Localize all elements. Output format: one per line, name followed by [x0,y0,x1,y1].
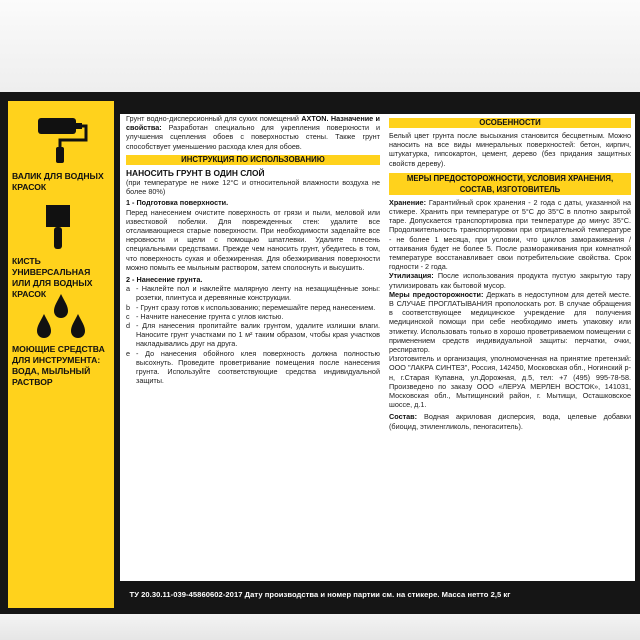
list-marker: b [126,302,131,312]
brush-caption: КИСТЬ УНИВЕРСАЛЬНАЯ ИЛИ ДЛЯ ВОДНЫХ КРАСОК [12,256,93,299]
list-item [126,321,380,349]
one-layer-title: НАНОСИТЬ ГРУНТ В ОДИН СЛОЙ [126,167,265,178]
disposal-paragraph [389,271,631,289]
list-item [126,284,380,302]
right-column [389,114,631,431]
list-marker: a [126,284,131,294]
disposal-label: Утилизация: [389,271,434,281]
purpose-label: Назначение и свойства: [126,114,381,133]
brand-name: AXTON. [301,114,329,123]
step1-text: Перед нанесением очистите поверхность от грязи и пыли, меловой или известковой побелки. Для поврежденных стен: удалите все отслаивающиеся старые поверхности. При необходимости заделайте все неровности и щели с помощью шпатлевки. Удалите плесень специальными средствами. Прежде чем наносить грунт, убедитесь в том, что поверхность сухая и обезжиренная. Для обезжиривания поверхности можно помыть ее мыльным раствором, затем сполоснуть и высушить. [126,207,380,272]
roller-caption: ВАЛИК ДЛЯ ВОДНЫХ КРАСОК [12,171,104,192]
package-bottom-surface [0,614,640,640]
safety-label: Меры предосторожности: [389,289,484,299]
instructions-heading: ИНСТРУКЦИЯ ПО ИСПОЛЬЗОВАНИЮ [126,155,380,165]
list-marker: d [126,321,131,331]
purpose-text: Разработан специально для укрепления поверхности и улучшения сцепления обоев с поверхностью стены. Также грунт способствует уменьшению расхода клея для обоев. [126,123,381,151]
list-text: - До нанесения обойного клея поверхность должна полностью высохнуть. Проведите проветривание помещения после нанесения грунта. Используйте соответствующие средства индивидуальной защиты. [136,348,380,386]
left-column [126,114,380,385]
precautions-heading: МЕРЫ ПРЕДОСТОРОЖНОСТИ, УСЛОВИЯ ХРАНЕНИЯ, СОСТАВ, ИЗГОТОВИТЕЛЬ [389,173,631,195]
disposal-text: После использования продукта пустую закрытую тару утилизировать как бытовой мусор. [389,271,632,290]
label-text-area [120,114,635,581]
paint-roller-icon [16,114,106,166]
cleaning-caption: МОЮЩИЕ СРЕДСТВА ДЛЯ ИНСТРУМЕНТА: ВОДА, МЫЛЬНЫЙ РАСТВОР [12,344,105,387]
features-heading: ОСОБЕННОСТИ [389,118,631,128]
package-top-surface [0,0,640,92]
composition-paragraph [389,412,631,430]
footer-spec-line: ТУ 20.30.11-039-45860602-2017 Дату производства и номер партии см. на стикере. Масса нетто 2,5 кг [129,590,511,599]
list-item [126,312,380,321]
paint-brush-icon [16,201,106,253]
step1-title: 1 - Подготовка поверхности. [126,198,229,208]
list-text: - Наклейте пол и наклейте малярную ленту на незащищённые зоны: розетки, плинтуса и деревянные конструкции. [136,284,380,303]
one-layer-note: (при температуре не ниже 12°С и относительной влажности воздуха не более 80%) [126,178,380,197]
step2-title: 2 - Нанесение грунта. [126,275,203,285]
storage-label: Хранение: [389,197,426,207]
list-text: - Начните нанесение грунта с углов кистью. [136,311,284,321]
manufacturer-text: Изготовитель и организация, уполномоченная на принятие претензий: ООО "ЛАКРА СИНТЕЗ", Россия, 142450, Московская обл., Ногинский р-н, г.Старая Купавна, ул.Дорожная, д.5, тел: +7 (495) 995-78-58. Произведено по заказу ООО «ЛЕРУА МЕРЛЕН ВОСТОК», 141031, Московская обл., Мытищинский район, г. Мытищи, Осташковское шоссе, д.1. [389,354,631,410]
composition-label: Состав: [389,412,418,422]
list-marker: e [126,348,131,358]
intro-text: Грунт водно-дисперсионный для сухих помещений [126,114,299,123]
safety-text: Держать в недоступном для детей месте. В СЛУЧАЕ ПРОГЛАТЫВАНИЯ прополоскать рот. В случае обращения в соответствующее медицинское учреждение для получения медицинской помощи при себе необходимо иметь упаковку или этикетку. Использовать только в хорошо проветриваемом помещении с применением средств индивидуальной защиты: перчатки, очки, респиратор. [389,289,632,355]
list-marker: c [126,311,130,321]
list-item [126,303,380,312]
composition-text: Водная акриловая дисперсия, вода, целевые добавки (биоцид, этиленгликоль, пеногаситель). [389,412,631,431]
water-drops-icon [16,292,106,344]
storage-text: Гарантийный срок хранения - 2 года с даты, указанной на стикере. Хранить при температуре от 5°С до 35°С в плотно закрытой таре. Допускается транспортировка при температуре до минус 35°С. Продолжительность транспортировки при отрицательной температуре - не более 1 месяца, при условии, что циклов замораживания / оттаивания будет не более 5. После размораживания при комнатной температуре восстанавливает свои потребительские свойства. Срок годности - 2 года. [389,197,631,272]
list-text: - Для нанесения пропитайте валик грунтом, удалите излишки влаги. Наносите грунт участками по 1 м² таким образом, чтобы края участков накладывались друг на друга. [136,321,380,349]
storage-paragraph [389,198,631,272]
intro-paragraph [126,114,380,151]
list-item [126,349,380,386]
safety-paragraph [389,290,631,354]
features-text: Белый цвет грунта после высыхания становится бесцветным. Можно наносить на все виды минеральных поверхностей: бетон, кирпич, штукатурка, гипсокартон, цемент, дерево (без придания защитных свойств дереву). [389,131,631,168]
list-text: - Грунт сразу готов к использованию; перемешайте перед нанесением. [136,302,376,312]
